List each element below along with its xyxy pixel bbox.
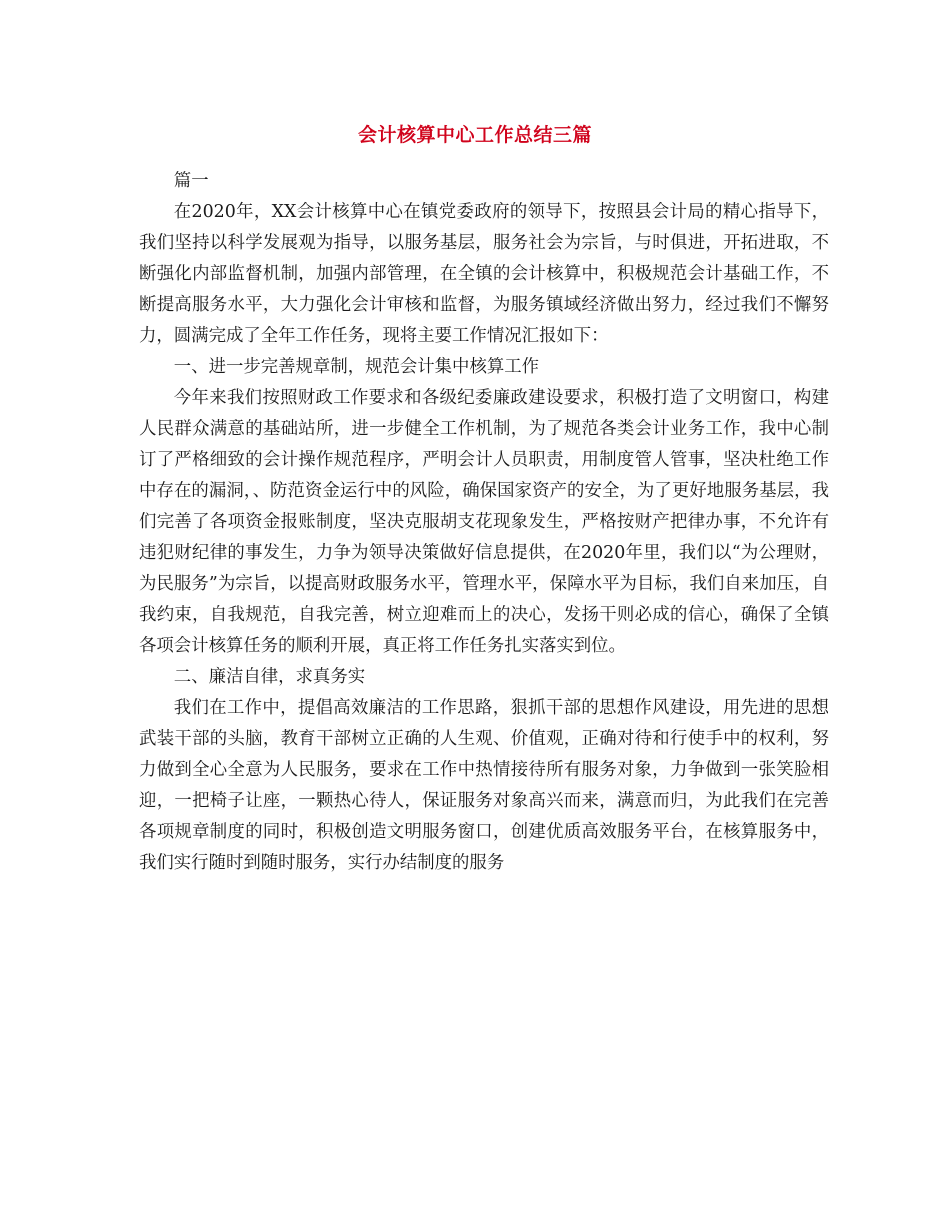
document-body (139, 166, 829, 879)
section-heading-part-one: 篇一 (173, 171, 209, 191)
document-title: 会计核算中心工作总结三篇 (357, 124, 592, 146)
paragraph-section-one: 今年来我们按照财政工作要求和各级纪委廉政建设要求，积极打造了文明窗口，构建人民群众满意的基础站所，进一步健全工作机制，为了规范各类会计业务工作，我中心制订了严格细致的会计操作规范程序，严明会计人员职责，用制度管人管事，坚决杜绝工作中存在的漏洞，、防范资金运行中的风险，确保国家资产的安全，为了更好地服务基层，我们完善了各项资金报账制度，坚决克服胡支花现象发生，严格按财产把律办事，不允许有违犯财纪律的事发生，力争为领导决策做好信息提供，在2020年里，我们以“为公理财，为民服务”为宗旨，以提高财政服务水平，管理水平，保障水平为目标，我们自来加压，自我约束，自我规范，自我完善，树立迎难而上的决心，发扬干则必成的信心，确保了全镇各项会计核算任务的顺利开展，真正将工作任务扎实落实到位。 (139, 388, 829, 656)
section-heading-one: 一、进一步完善规章制，规范会计集中核算工作 (173, 357, 540, 377)
paragraph-intro: 在2020年，XX会计核算中心在镇党委政府的领导下，按照县会计局的精心指导下，我们坚持以科学发展观为指导，以服务基层，服务社会为宗旨，与时俱进，开拓进取，不断强化内部监督机制，加强内部管理，在全镇的会计核算中，积极规范会计基础工作，不断提高服务水平，大力强化会计审核和监督，为服务镇域经济做出努力，经过我们不懈努力，圆满完成了全年工作任务，现将主要工作情况汇报如下： (139, 202, 829, 346)
section-heading-two: 二、廉洁自律，求真务实 (173, 667, 366, 687)
paragraph-section-two: 我们在工作中，提倡高效廉洁的工作思路，狠抓干部的思想作风建设，用先进的思想武装干部的头脑，教育干部树立正确的人生观、价值观，正确对待和行使手中的权利，努力做到全心全意为人民服务，要求在工作中热情接待所有服务对象，力争做到一张笑脸相迎，一把椅子让座，一颗热心待人，保证服务对象高兴而来，满意而归，为此我们在完善各项规章制度的同时，积极创造文明服务窗口，创建优质高效服务平台，在核算服务中，我们实行随时到随时服务，实行办结制度的服务 (139, 698, 829, 873)
